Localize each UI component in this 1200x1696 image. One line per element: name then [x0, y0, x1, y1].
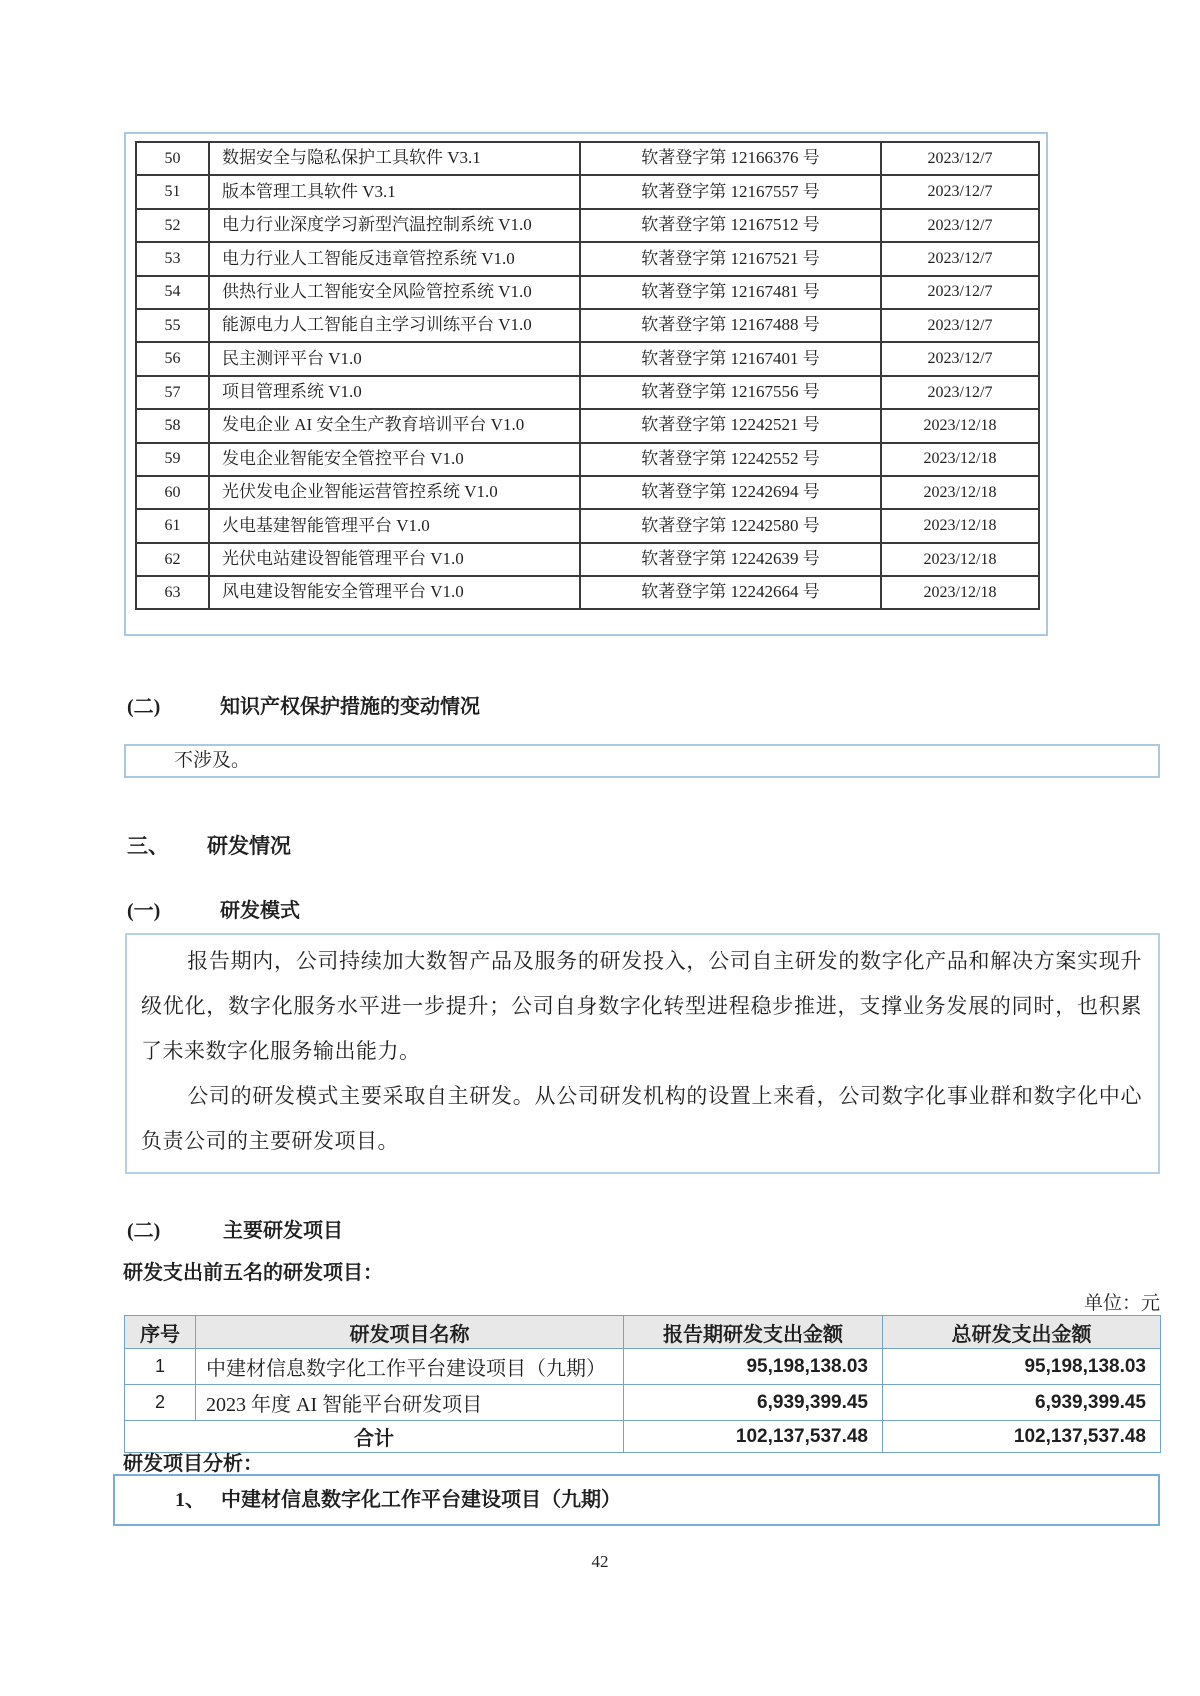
copyright-table-row: [136, 276, 1039, 309]
copyright-cell-name: 供热行业人工智能安全风险管控系统 V1.0: [209, 276, 580, 309]
analysis-item-number: 1、: [175, 1489, 205, 1511]
software-copyright-table: [135, 141, 1040, 610]
section-title: 知识产权保护措施的变动情况: [220, 696, 480, 718]
copyright-cell-no: 52: [136, 209, 209, 242]
copyright-cell-name: 能源电力人工智能自主学习训练平台 V1.0: [209, 309, 580, 342]
copyright-cell-date: 2023/12/18: [881, 476, 1039, 509]
rd-total-total: 102,137,537.48: [883, 1421, 1161, 1453]
copyright-cell-date: 2023/12/7: [881, 209, 1039, 242]
rd-cell-no: 2: [125, 1385, 196, 1421]
rd-cell-amount: 95,198,138.03: [624, 1349, 883, 1385]
copyright-cell-name: 电力行业深度学习新型汽温控制系统 V1.0: [209, 209, 580, 242]
analysis-item-title: 中建材信息数字化工作平台建设项目（九期）: [221, 1489, 621, 1511]
unit-label: 单位：元: [1083, 1293, 1160, 1314]
copyright-cell-no: 54: [136, 276, 209, 309]
copyright-cell-name: 电力行业人工智能反违章管控系统 V1.0: [209, 242, 580, 275]
copyright-cell-no: 53: [136, 242, 209, 275]
copyright-table-row: [136, 309, 1039, 342]
copyright-cell-date: 2023/12/7: [881, 175, 1039, 208]
copyright-cell-name: 风电建设智能安全管理平台 V1.0: [209, 576, 580, 609]
copyright-table-row: [136, 175, 1039, 208]
copyright-cell-no: 61: [136, 509, 209, 542]
rd-mode-content-box: [125, 933, 1160, 1174]
rd-cell-amount: 6,939,399.45: [624, 1385, 883, 1421]
copyright-cell-reg: 软著登字第 12242580 号: [580, 509, 881, 542]
section-number: (二): [127, 1220, 161, 1242]
section-heading-rd: [127, 830, 291, 860]
copyright-cell-no: 56: [136, 342, 209, 375]
copyright-cell-name: 民主测评平台 V1.0: [209, 342, 580, 375]
rd-cell-name: 中建材信息数字化工作平台建设项目（九期）: [196, 1349, 624, 1385]
rd-spend-table: [124, 1315, 1161, 1453]
section-title: 主要研发项目: [223, 1220, 343, 1242]
copyright-cell-date: 2023/12/7: [881, 342, 1039, 375]
ip-protection-content: 不涉及。: [174, 750, 251, 771]
rd-header-period: 报告期研发支出金额: [624, 1316, 883, 1349]
rd-table-row: [125, 1385, 1161, 1421]
copyright-cell-no: 51: [136, 175, 209, 208]
copyright-cell-reg: 软著登字第 12242552 号: [580, 443, 881, 476]
copyright-cell-reg: 软著登字第 12167512 号: [580, 209, 881, 242]
copyright-cell-name: 版本管理工具软件 V3.1: [209, 175, 580, 208]
copyright-cell-date: 2023/12/18: [881, 409, 1039, 442]
copyright-cell-reg: 软著登字第 12167401 号: [580, 342, 881, 375]
rd-total-period: 102,137,537.48: [624, 1421, 883, 1453]
copyright-cell-date: 2023/12/18: [881, 543, 1039, 576]
section-heading-rd-mode: [127, 894, 300, 923]
copyright-table-row: [136, 242, 1039, 275]
copyright-cell-name: 数据安全与隐私保护工具软件 V3.1: [209, 142, 580, 175]
rd-cell-amount: 6,939,399.45: [883, 1385, 1161, 1421]
copyright-cell-date: 2023/12/18: [881, 509, 1039, 542]
copyright-cell-reg: 软著登字第 12242694 号: [580, 476, 881, 509]
copyright-table-row: [136, 576, 1039, 609]
copyright-cell-name: 项目管理系统 V1.0: [209, 376, 580, 409]
section-number: (二): [127, 696, 161, 718]
copyright-cell-date: 2023/12/18: [881, 443, 1039, 476]
rd-top5-label: 研发支出前五名的研发项目：: [123, 1262, 383, 1284]
copyright-cell-date: 2023/12/7: [881, 309, 1039, 342]
copyright-cell-no: 59: [136, 443, 209, 476]
copyright-table-row: [136, 376, 1039, 409]
rd-mode-paragraph-2: 公司的研发模式主要采取自主研发。从公司研发机构的设置上来看，公司数字化事业群和数字化中心负责公司的主要研发项目。: [141, 1084, 1142, 1153]
copyright-cell-name: 发电企业智能安全管控平台 V1.0: [209, 443, 580, 476]
copyright-cell-reg: 软著登字第 12166376 号: [580, 142, 881, 175]
copyright-cell-reg: 软著登字第 12242639 号: [580, 543, 881, 576]
ip-protection-content-box: [124, 744, 1160, 778]
copyright-cell-name: 发电企业 AI 安全生产教育培训平台 V1.0: [209, 409, 580, 442]
copyright-cell-date: 2023/12/7: [881, 276, 1039, 309]
copyright-cell-no: 58: [136, 409, 209, 442]
copyright-cell-reg: 软著登字第 12167557 号: [580, 175, 881, 208]
copyright-cell-date: 2023/12/7: [881, 242, 1039, 275]
rd-header-total: 总研发支出金额: [883, 1316, 1161, 1349]
rd-table-total-row: [125, 1421, 1161, 1453]
copyright-cell-reg: 软著登字第 12242664 号: [580, 576, 881, 609]
copyright-cell-no: 57: [136, 376, 209, 409]
rd-table-header-row: [125, 1316, 1161, 1349]
rd-header-name: 研发项目名称: [196, 1316, 624, 1349]
copyright-table-row: [136, 142, 1039, 175]
copyright-cell-date: 2023/12/7: [881, 142, 1039, 175]
copyright-cell-reg: 软著登字第 12167481 号: [580, 276, 881, 309]
copyright-cell-no: 62: [136, 543, 209, 576]
copyright-cell-reg: 软著登字第 12167556 号: [580, 376, 881, 409]
copyright-cell-name: 火电基建智能管理平台 V1.0: [209, 509, 580, 542]
rd-total-label: 合计: [125, 1421, 624, 1453]
copyright-cell-no: 60: [136, 476, 209, 509]
rd-cell-no: 1: [125, 1349, 196, 1385]
section-number: 三、: [127, 834, 169, 858]
copyright-cell-no: 50: [136, 142, 209, 175]
copyright-table-row: [136, 509, 1039, 542]
copyright-table-row: [136, 342, 1039, 375]
copyright-cell-date: 2023/12/7: [881, 376, 1039, 409]
copyright-cell-name: 光伏发电企业智能运营管控系统 V1.0: [209, 476, 580, 509]
section-heading-rd-projects: [127, 1214, 343, 1243]
copyright-cell-no: 55: [136, 309, 209, 342]
page-number: 42: [591, 1552, 609, 1571]
copyright-table-row: [136, 409, 1039, 442]
copyright-table-row: [136, 443, 1039, 476]
copyright-cell-no: 63: [136, 576, 209, 609]
rd-table-row: [125, 1349, 1161, 1385]
rd-analysis-label: 研发项目分析：: [123, 1453, 263, 1475]
copyright-cell-date: 2023/12/18: [881, 576, 1039, 609]
copyright-table-row: [136, 543, 1039, 576]
section-number: (一): [127, 900, 161, 922]
copyright-cell-reg: 软著登字第 12242521 号: [580, 409, 881, 442]
rd-cell-amount: 95,198,138.03: [883, 1349, 1161, 1385]
rd-cell-name: 2023 年度 AI 智能平台研发项目: [196, 1385, 624, 1421]
copyright-cell-reg: 软著登字第 12167521 号: [580, 242, 881, 275]
copyright-cell-reg: 软著登字第 12167488 号: [580, 309, 881, 342]
section-heading-ip-protection: [127, 690, 480, 719]
rd-header-no: 序号: [125, 1316, 196, 1349]
section-title: 研发情况: [207, 834, 291, 858]
copyright-cell-name: 光伏电站建设智能管理平台 V1.0: [209, 543, 580, 576]
copyright-table-row: [136, 476, 1039, 509]
copyright-table-row: [136, 209, 1039, 242]
section-title: 研发模式: [220, 900, 300, 922]
rd-mode-paragraph-1: 报告期内，公司持续加大数智产品及服务的研发投入，公司自主研发的数字化产品和解决方案实现升级优化，数字化服务水平进一步提升；公司自身数字化转型进程稳步推进，支撑业务发展的同时，也积累了未来数字化服务输出能力。: [141, 949, 1142, 1063]
rd-analysis-item-box: [113, 1474, 1160, 1526]
